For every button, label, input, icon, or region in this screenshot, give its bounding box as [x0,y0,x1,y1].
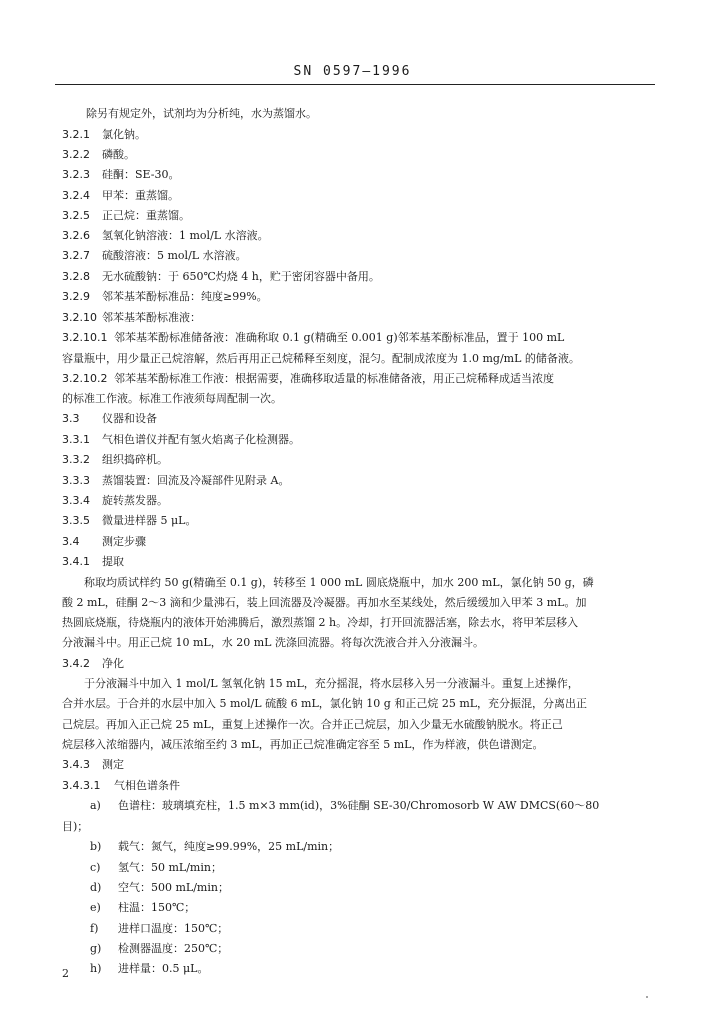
section-number: 3.2.2 [62,148,90,161]
line-text: 邻苯基苯酚标准品：纯度≥99%。 [102,290,268,303]
condition-label: a) [90,799,101,812]
line-text: 硅酮：SE-30。 [102,168,180,181]
line-text: 的标准工作液。标准工作液须每周配制一次。 [62,392,282,405]
text-line [62,189,658,202]
header-rule [55,84,655,85]
line-text: 净化 [102,657,124,670]
text-line [62,148,658,161]
condition-text: 空气：500 mL/min； [118,881,229,894]
section-number: 3.4.1 [62,555,90,568]
section-number: 3.3.4 [62,494,90,507]
line-text: 测定步骤 [102,535,146,548]
condition-text: 检测器温度：250℃； [118,942,229,955]
condition-label: b) [90,840,102,853]
line-text: 仪器和设备 [102,412,157,425]
text-line [62,229,658,242]
condition-label: f) [90,922,99,935]
condition-text: 色谱柱：玻璃填充柱，1.5 m×3 mm(id)，3%硅酮 SE-30/Chromosorb W AW DMCS(60～80 [118,799,600,812]
line-text: 热圆底烧瓶，待烧瓶内的液体开始沸腾后，激烈蒸馏 2 h。冷却，打开回流器活塞，除去水，将甲苯层移入 [62,616,579,629]
condition-item [62,820,658,833]
section-number: 3.2.1 [62,128,90,141]
page-number: 2 [62,967,69,980]
line-text: 正己烷：重蒸馏。 [102,209,190,222]
condition-item [90,962,656,975]
text-line [62,412,658,425]
condition-item [90,922,656,935]
condition-item [90,840,656,853]
line-text: 测定 [102,758,124,771]
condition-item [90,942,656,955]
condition-text: 氢气：50 mL/min； [118,861,222,874]
text-line [62,474,658,487]
line-text: 酸 2 mL，硅酮 2～3 滴和少量沸石，装上回流器及冷凝器。再加水至某线处，然后缓缓加入甲苯 3 mL。加 [62,596,587,609]
section-number: 3.2.10.2 [62,372,108,385]
text-line [62,779,658,792]
text-line [62,657,658,670]
text-line [62,718,658,731]
line-text: 容量瓶中，用少量正己烷溶解，然后再用正己烷稀释至刻度，混匀。配制成浓度为 1.0 mg/mL 的储备液。 [62,352,580,365]
text-line [62,433,658,446]
line-text: 称取均质试样约 50 g(精确至 0.1 g)，转移至 1 000 mL 圆底烧瓶中，加水 200 mL，氯化钠 50 g，磷 [62,576,594,589]
line-text: 硫酸溶液：5 mol/L 水溶液。 [102,249,247,262]
line-text: 磷酸。 [102,148,135,161]
text-line [62,535,658,548]
condition-label: e) [90,901,101,914]
condition-label: d) [90,881,102,894]
text-line [62,209,658,222]
text-line [62,555,658,568]
line-text: 邻苯基苯酚标准液： [102,311,201,324]
section-number: 3.2.5 [62,209,90,222]
text-line [62,249,658,262]
text-line [62,331,658,344]
line-text: 旋转蒸发器。 [102,494,168,507]
text-line [62,392,658,405]
text-line [62,494,658,507]
line-text: 氢氧化钠溶液：1 mol/L 水溶液。 [102,229,269,242]
text-line [62,596,658,609]
text-line [62,677,658,690]
text-line [62,352,658,365]
standard-number-header: SN 0597—1996 [293,64,412,79]
text-line [62,128,658,141]
condition-label: g) [90,942,102,955]
text-line [62,168,658,181]
scan-speck [646,996,648,998]
section-number: 3.3.1 [62,433,90,446]
line-text: 气相色谱条件 [114,779,180,792]
section-number: 3.2.10.1 [62,331,108,344]
line-text: 烷层移入浓缩器内，减压浓缩至约 3 mL，再加正己烷准确定容至 5 mL，作为样液，供色谱测定。 [62,738,544,751]
section-number: 3.3.5 [62,514,90,527]
section-number: 3.2.8 [62,270,90,283]
condition-item [90,861,656,874]
line-text: 组织捣碎机。 [102,453,168,466]
section-number: 3.3.2 [62,453,90,466]
section-number: 3.2.4 [62,189,90,202]
condition-label: c) [90,861,101,874]
line-text: 蒸馏装置：回流及冷凝部件见附录 A。 [102,474,290,487]
section-number: 3.4.2 [62,657,90,670]
condition-text: 载气：氮气，纯度≥99.99%，25 mL/min； [118,840,340,853]
line-text: 于分液漏斗中加入 1 mol/L 氢氧化钠 15 mL，充分摇混，将水层移入另一分液漏斗。重复上述操作， [62,677,579,690]
text-line [62,372,658,385]
text-line [62,738,658,751]
line-text: 微量进样器 5 μL。 [102,514,197,527]
line-text: 除另有规定外，试剂均为分析纯，水为蒸馏水。 [86,107,317,120]
text-line [62,576,658,589]
text-line [62,311,658,324]
line-text: 己烷层。再加入正己烷 25 mL，重复上述操作一次。合并正己烷层，加入少量无水硫酸钠脱水。将正己 [62,718,563,731]
line-text: 氯化钠。 [102,128,146,141]
condition-item [90,881,656,894]
line-text: 邻苯基苯酚标准储备液：准确称取 0.1 g(精确至 0.001 g)邻苯基苯酚标准品，置于 100 mL [114,331,565,344]
condition-text: 进样口温度：150℃； [118,922,229,935]
text-line [62,616,658,629]
section-number: 3.4 [62,535,80,548]
text-line [62,758,658,771]
line-text: 分液漏斗中。用正己烷 10 mL，水 20 mL 洗涤回流器。将每次洗液合并入分液漏斗。 [62,636,484,649]
text-line [62,697,658,710]
text-line [62,636,658,649]
condition-text: 目)； [62,820,89,833]
line-text: 甲苯：重蒸馏。 [102,189,179,202]
section-number: 3.4.3 [62,758,90,771]
section-number: 3.2.3 [62,168,90,181]
line-text: 提取 [102,555,124,568]
text-line [62,514,658,527]
section-number: 3.3.3 [62,474,90,487]
condition-text: 柱温：150℃； [118,901,196,914]
line-text: 气相色谱仪并配有氢火焰离子化检测器。 [102,433,300,446]
section-number: 3.3 [62,412,80,425]
line-text: 无水硫酸钠：于 650℃灼烧 4 h，贮于密闭容器中备用。 [102,270,380,283]
text-line [62,107,658,120]
section-number: 3.4.3.1 [62,779,101,792]
condition-item [90,799,656,812]
text-line [62,290,658,303]
condition-label: h) [90,962,102,975]
section-number: 3.2.10 [62,311,97,324]
section-number: 3.2.6 [62,229,90,242]
section-number: 3.2.9 [62,290,90,303]
text-line [62,453,658,466]
condition-text: 进样量：0.5 μL。 [118,962,209,975]
text-line [62,270,658,283]
condition-item [90,901,656,914]
line-text: 合并水层。于合并的水层中加入 5 mol/L 硫酸 6 mL，氯化钠 10 g 和正己烷 25 mL，充分振混，分离出正 [62,697,588,710]
line-text: 邻苯基苯酚标准工作液：根据需要，准确移取适量的标准储备液，用正己烷稀释成适当浓度 [114,372,554,385]
section-number: 3.2.7 [62,249,90,262]
